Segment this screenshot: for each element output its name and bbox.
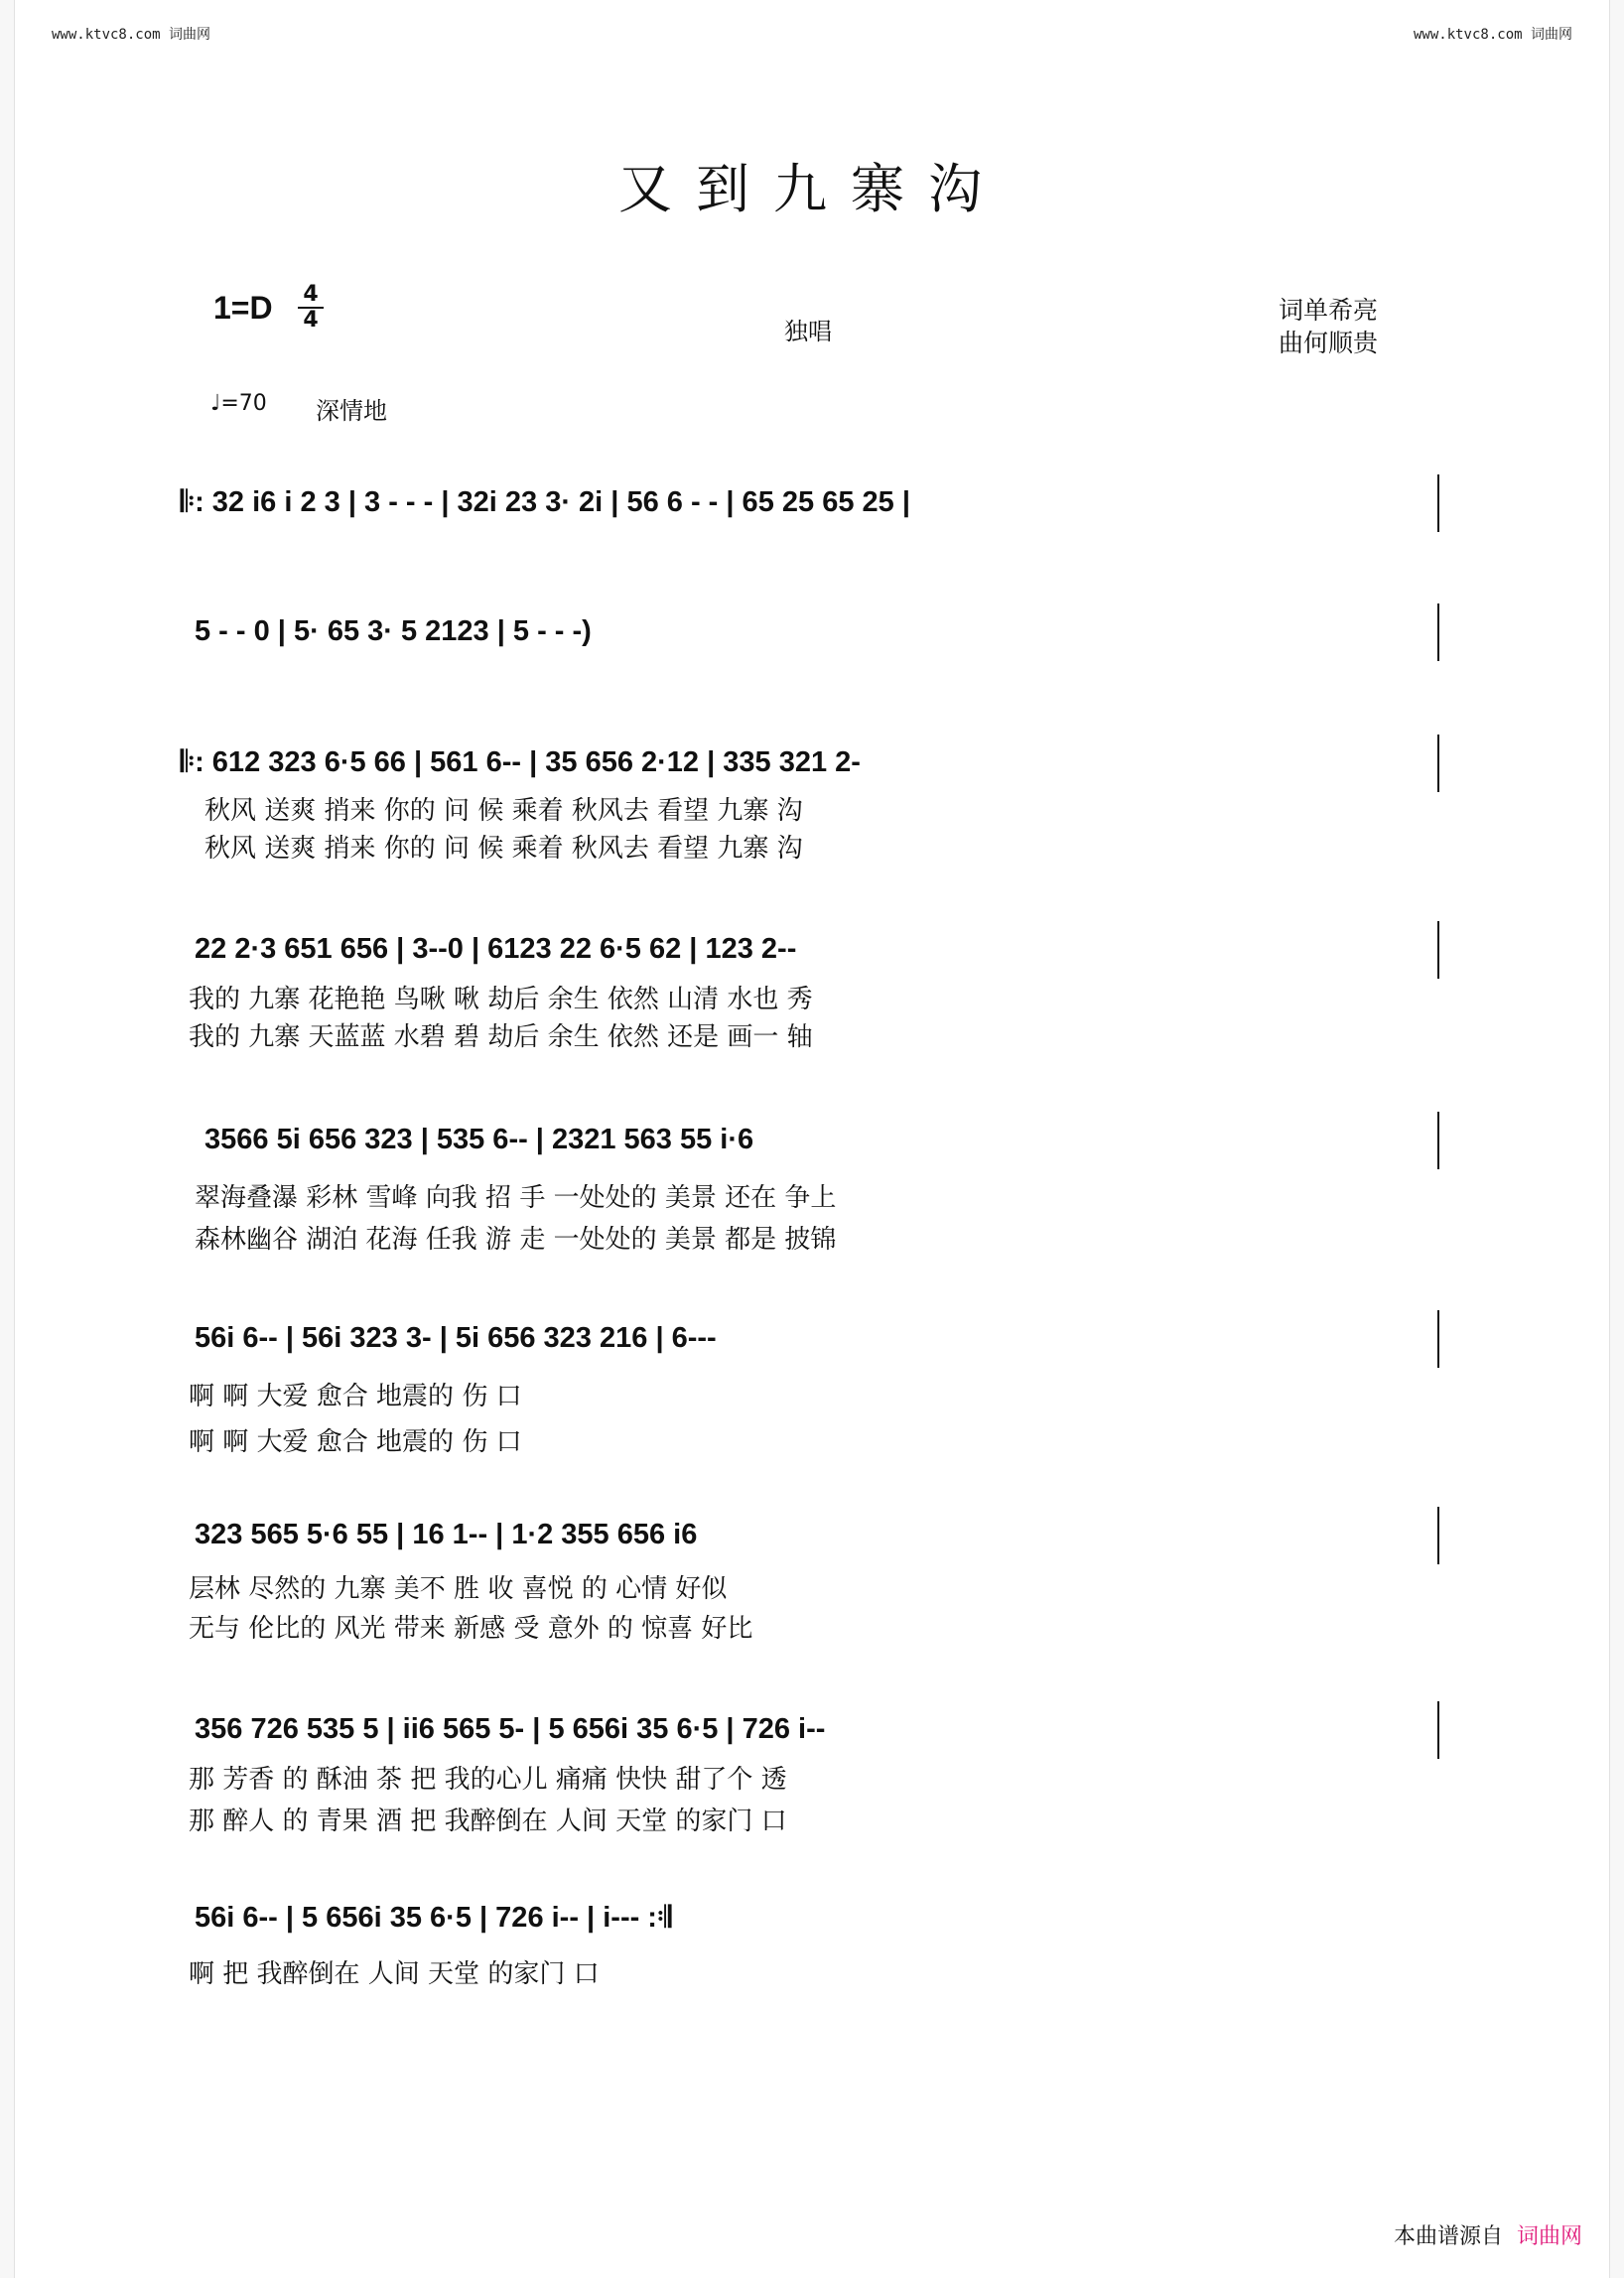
time-signature-top: 4 [303,282,319,307]
notation-line: 𝄆: 32 i6 i 2 3 | 3 - - - | 32i 23 3· 2i | 56 6 - - | 65 25 65 25 | [181,486,910,518]
bar-line [1437,735,1439,792]
time-signature [298,284,324,332]
lyrics-verse-1: 啊 啊 大爱 愈合 地震的 伤 口 [189,1382,522,1411]
lyrics-verse-1: 层林 尽然的 九寨 美不 胜 收 喜悦 的 心情 好似 [189,1574,728,1604]
bar-line [1437,603,1439,661]
key-signature: 1=D [213,290,273,326]
lyrics-verse-1: 翠海叠瀑 彩林 雪峰 向我 招 手 一处处的 美景 还在 争上 [195,1183,837,1213]
tempo-marking: ♩=70 [210,391,267,416]
lyrics-verse-2: 无与 伦比的 风光 带来 新感 受 意外 的 惊喜 好比 [189,1614,753,1644]
bar-line [1437,1507,1439,1564]
time-signature-bottom: 4 [303,308,319,333]
footer-brand-link[interactable]: 词曲网 [1516,2224,1582,2249]
notation-line: 56i 6-- | 5 656i 35 6·5 | 726 i-- | i--- :𝄇 [195,1902,672,1934]
bar-line [1437,1310,1439,1368]
left-margin-strip [0,0,15,2278]
notation-line: 323 565 5·6 55 | 16 1-- | 1·2 355 656 i6 [195,1519,698,1550]
lyrics-verse-1: 秋风 送爽 捎来 你的 问 候 乘着 秋风去 看望 九寨 沟 [204,796,803,826]
lyrics-verse-1: 啊 把 我醉倒在 人间 天堂 的家门 口 [189,1959,600,1989]
notation-line: 22 2·3 651 656 | 3--0 | 6123 22 6·5 62 | 123 2-- [195,933,797,965]
notation-line: 56i 6-- | 56i 323 3- | 5i 656 323 216 | 6--- [195,1322,717,1354]
expression-marking: 深情地 [316,397,387,425]
composer: 曲何顺贵 [1279,329,1379,357]
notation-line: 3566 5i 656 323 | 535 6-- | 2321 563 55 i·6 [204,1124,754,1155]
lyrics-verse-2: 秋风 送爽 捎来 你的 问 候 乘着 秋风去 看望 九寨 沟 [204,834,803,864]
lyrics-verse-2: 啊 啊 大爱 愈合 地震的 伤 口 [189,1427,522,1457]
song-title: 又到九寨沟 [618,158,1006,220]
lyrics-verse-2: 森林幽谷 湖泊 花海 任我 游 走 一处处的 美景 都是 披锦 [195,1225,837,1255]
lyrics-verse-2: 那 醉人 的 青果 酒 把 我醉倒在 人间 天堂 的家门 口 [189,1807,787,1836]
lyrics-verse-1: 我的 九寨 花艳艳 鸟啾 啾 劫后 余生 依然 山清 水也 秀 [189,985,813,1014]
lyricist: 词单希亮 [1279,296,1379,325]
lyrics-verse-2: 我的 九寨 天蓝蓝 水碧 碧 劫后 余生 依然 还是 画一 轴 [189,1022,813,1052]
notation-line: 356 726 535 5 | ii6 565 5- | 5 656i 35 6·5 | 726 i-- [195,1713,826,1745]
notation-line: 𝄆: 612 323 6·5 66 | 561 6-- | 35 656 2·12 | 335 321 2- [181,746,861,778]
bar-line [1437,921,1439,979]
bar-line [1437,1112,1439,1169]
notation-line: 5 - - 0 | 5· 65 3· 5 2123 | 5 - - -) [195,615,592,647]
lyrics-verse-1: 那 芳香 的 酥油 茶 把 我的心儿 痛痛 快快 甜了个 透 [189,1765,787,1795]
bar-line [1437,474,1439,532]
bar-line [1437,1701,1439,1759]
right-margin-strip [1609,0,1624,2278]
header-site-right[interactable]: www.ktvc8.com 词曲网 [1413,27,1572,43]
header-site-left[interactable]: www.ktvc8.com 词曲网 [52,27,211,43]
footer-source-text: 本曲谱源自 [1393,2224,1503,2249]
performance-type: 独唱 [784,318,832,345]
credits [1279,294,1378,359]
footer-source [1394,2219,1582,2250]
